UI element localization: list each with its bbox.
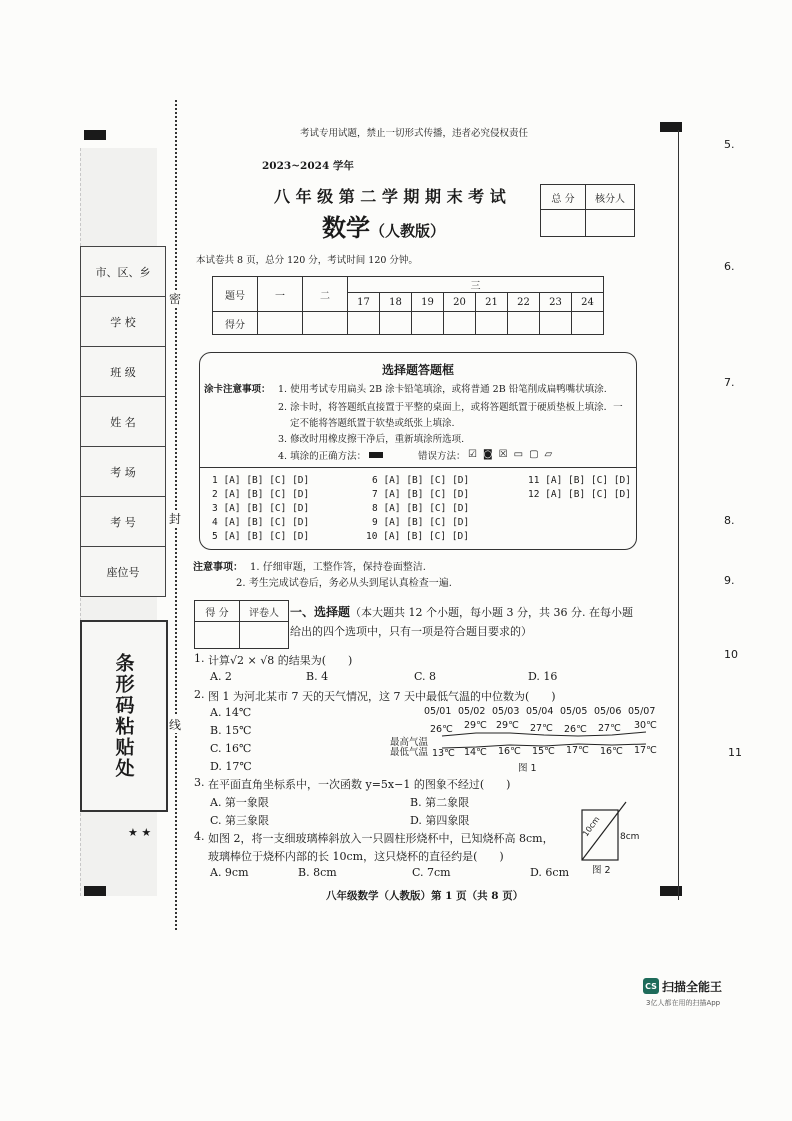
scanner-tagline: 3亿人都在用的扫描App (646, 999, 721, 1007)
score-cell[interactable] (348, 312, 380, 335)
weather-high-label: 最高气温 (390, 737, 429, 748)
sub-22: 22 (508, 293, 540, 312)
bubble-2[interactable]: 2 [A] [B] [C] [D] (212, 489, 310, 500)
wx-high: 26℃ (430, 724, 453, 735)
q2-option-a[interactable]: A. 14℃ (210, 706, 252, 719)
q3-option-a[interactable]: A. 第一象限 (210, 796, 269, 809)
score-cell[interactable] (476, 312, 508, 335)
margin-number: 6. (724, 260, 735, 273)
wx-date: 05/03 (492, 706, 520, 717)
note-2b: 定不能将答题纸置于软垫或纸张上填涂. (290, 418, 455, 429)
q4-option-d[interactable]: D. 6cm (530, 866, 570, 879)
q3-option-b[interactable]: B. 第二象限 (410, 796, 470, 809)
answer-box-divider (200, 467, 636, 468)
weather-low-label: 最低气温 (390, 747, 429, 758)
q3-text: 在平面直角坐标系中，一次函数 y=5x−1 的图象不经过( ) (208, 778, 511, 791)
grader-score-label: 得 分 (195, 601, 240, 622)
field-region[interactable]: 市、区、乡 (81, 247, 166, 297)
barcode-area (80, 620, 168, 812)
subject-title (322, 208, 445, 243)
q3-option-d[interactable]: D. 第四象限 (410, 814, 470, 827)
bubble-5[interactable]: 5 [A] [B] [C] [D] (212, 531, 310, 542)
figure2-height-label: 8cm (620, 832, 640, 842)
sub-19: 19 (412, 293, 444, 312)
school-year: 2023~2024 学年 (262, 160, 354, 172)
q4-text-2: 玻璃棒位于烧杯内部的长 10cm，这只烧杯的直径约是( ) (208, 850, 504, 863)
margin-number: 7. (724, 376, 735, 389)
total-cell[interactable] (541, 210, 586, 237)
score-cell[interactable] (303, 312, 348, 335)
bubble-6[interactable]: 6 [A] [B] [C] [D] (372, 475, 470, 486)
note-2: 2. 涂卡时，将答题纸直接置于平整的桌面上，或将答题纸置于硬质垫板上填涂．一 (278, 402, 623, 413)
barcode-label: 条形码粘贴处 (112, 653, 135, 779)
grader-name-cell[interactable] (240, 622, 289, 649)
section1-heading: 一、选择题 (290, 605, 351, 619)
figure2-caption: 图 2 (592, 865, 611, 876)
bubble-1[interactable]: 1 [A] [B] [C] [D] (212, 475, 310, 486)
wx-low: 17℃ (634, 745, 657, 756)
wx-low: 17℃ (566, 745, 589, 756)
edition: （人教版） (370, 222, 446, 240)
wx-low: 13℃ (432, 748, 455, 759)
score-cell[interactable] (508, 312, 540, 335)
sub-23: 23 (540, 293, 572, 312)
score-cell[interactable] (540, 312, 572, 335)
section-3-header: 三 (348, 277, 604, 293)
section1-desc1: （本大题共 12 个小题，每小题 3 分，共 36 分. 在每小题 (350, 606, 633, 619)
q2-text: 图 1 为河北某市 7 天的天气情况，这 7 天中最低气温的中位数为( ) (208, 690, 556, 703)
sub-17: 17 (348, 293, 380, 312)
bubble-11[interactable]: 11 [A] [B] [C] [D] (528, 475, 631, 486)
note-1: 1. 使用考试专用扁头 2B 涂卡铅笔填涂，或将普通 2B 铅笔削成扁鸭嘴状填涂. (278, 384, 607, 395)
note-4: 4. 填涂的正确方法： (278, 451, 367, 462)
right-page-edge (678, 130, 679, 900)
bubble-7[interactable]: 7 [A] [B] [C] [D] (372, 489, 470, 500)
section-1-header: 一 (258, 277, 303, 312)
stars: ★ ★ (128, 826, 152, 839)
checker-cell[interactable] (586, 210, 635, 237)
score-cell[interactable] (380, 312, 412, 335)
scanner-name: 扫描全能王 (662, 980, 723, 994)
attention-2: 2. 考生完成试卷后，务必从头到尾认真检查一遍. (236, 578, 452, 589)
wx-low: 16℃ (498, 746, 521, 757)
q2-number: 2. (194, 688, 205, 701)
seal-char-mi: 密 (169, 292, 182, 306)
seal-char-xian: 线 (169, 718, 182, 732)
sub-20: 20 (444, 293, 476, 312)
q1-option-c[interactable]: C. 8 (414, 670, 437, 683)
attention-label: 注意事项： (193, 562, 243, 573)
q3-number: 3. (194, 776, 205, 789)
margin-number: 5. (724, 138, 735, 151)
grader-table (194, 600, 289, 649)
exam-info: 本试卷共 8 页，总分 120 分，考试时间 120 分钟。 (196, 255, 418, 266)
wx-high: 30℃ (634, 720, 657, 731)
margin-number: 8. (724, 514, 735, 527)
checker-label: 核分人 (586, 185, 635, 210)
grader-score-cell[interactable] (195, 622, 240, 649)
field-room[interactable]: 考 场 (81, 447, 166, 497)
score-cell[interactable] (412, 312, 444, 335)
score-cell[interactable] (258, 312, 303, 335)
grader-label: 评卷人 (240, 601, 289, 622)
q1-option-a[interactable]: A. 2 (210, 670, 232, 683)
wx-high: 29℃ (464, 720, 487, 731)
q1-number: 1. (194, 652, 205, 665)
q1-text: 计算√2 × √8 的结果为( ) (208, 654, 353, 667)
answer-box-title: 选择题答题框 (381, 363, 454, 377)
margin-number: 10 (724, 648, 738, 661)
wx-date: 05/07 (628, 706, 656, 717)
wx-low: 14℃ (464, 747, 487, 758)
sub-24: 24 (572, 293, 604, 312)
correct-fill-icon (369, 452, 383, 458)
total-score-table (540, 184, 635, 237)
q2-option-b[interactable]: B. 15℃ (210, 724, 252, 737)
wx-date: 05/01 (424, 706, 452, 717)
q4-option-b[interactable]: B. 8cm (298, 866, 337, 879)
section1-desc2: 给出的四个选项中，只有一项是符合题目要求的） (290, 625, 532, 638)
notice-line: 考试专用试题，禁止一切形式传播，违者必究侵权责任 (300, 128, 529, 139)
field-school[interactable]: 学 校 (81, 297, 166, 347)
wx-low: 15℃ (532, 746, 555, 757)
margin-number: 11 (728, 746, 742, 759)
section1-title (290, 603, 633, 620)
registration-mark (84, 886, 106, 896)
q1-option-d[interactable]: D. 16 (528, 670, 558, 683)
field-name[interactable]: 姓 名 (81, 397, 166, 447)
q2-option-d[interactable]: D. 17℃ (210, 760, 252, 773)
scanner-logo: CS (643, 978, 659, 994)
score-table (212, 276, 604, 335)
seal-char-feng: 封 (169, 512, 182, 526)
q4-text: 如图 2，将一支细玻璃棒斜放入一只圆柱形烧杯中，已知烧杯高 8cm， (208, 832, 554, 845)
q3-option-c[interactable]: C. 第三象限 (210, 814, 270, 827)
wx-high: 27℃ (530, 723, 553, 734)
wx-low: 16℃ (600, 746, 623, 757)
student-info-table (80, 246, 166, 597)
margin-number: 9. (724, 574, 735, 587)
figure2-diag-label: 10cm (580, 814, 602, 839)
field-seat[interactable]: 座位号 (81, 547, 166, 597)
score-cell[interactable] (572, 312, 604, 335)
bubble-9[interactable]: 9 [A] [B] [C] [D] (372, 517, 470, 528)
sub-18: 18 (380, 293, 412, 312)
note-wrong: 错误方法： (418, 451, 466, 462)
subject: 数学 (322, 213, 370, 242)
q2-option-c[interactable]: C. 16℃ (210, 742, 252, 755)
wx-date: 05/02 (458, 706, 486, 717)
wx-high: 29℃ (496, 720, 519, 731)
high-temp-line (442, 732, 646, 736)
field-class[interactable]: 班 级 (81, 347, 166, 397)
row-label-number: 题号 (213, 277, 258, 312)
q1-option-b[interactable]: B. 4 (306, 670, 329, 683)
bubble-4[interactable]: 4 [A] [B] [C] [D] (212, 517, 310, 528)
registration-mark (84, 130, 106, 140)
wx-date: 05/06 (594, 706, 622, 717)
row-label-score: 得分 (213, 312, 258, 335)
wx-high: 26℃ (564, 724, 587, 735)
total-label: 总 分 (541, 185, 586, 210)
exam-title: 八 年 级 第 二 学 期 期 末 考 试 (274, 187, 506, 206)
field-exam-number[interactable]: 考 号 (81, 497, 166, 547)
bubble-8[interactable]: 8 [A] [B] [C] [D] (372, 503, 470, 514)
wx-high: 27℃ (598, 723, 621, 734)
wx-date: 05/05 (560, 706, 588, 717)
bubble-3[interactable]: 3 [A] [B] [C] [D] (212, 503, 310, 514)
notes-label: 涂卡注意事项： (204, 384, 271, 395)
section-2-header: 二 (303, 277, 348, 312)
q4-number: 4. (194, 830, 205, 843)
note-3: 3. 修改时用橡皮擦干净后，重新填涂所选项. (278, 434, 465, 445)
wrong-fill-icons: ☑◙☒▭▢▱ (468, 449, 559, 460)
bubble-12[interactable]: 12 [A] [B] [C] [D] (528, 489, 631, 500)
answer-box (199, 352, 637, 550)
sub-21: 21 (476, 293, 508, 312)
attention-1: 1. 仔细审题，工整作答，保持卷面整洁. (250, 562, 426, 573)
page-footer: 八年级数学（人教版）第 1 页（共 8 页） (326, 890, 524, 902)
score-cell[interactable] (444, 312, 476, 335)
bubble-10[interactable]: 10 [A] [B] [C] [D] (366, 531, 469, 542)
q4-option-a[interactable]: A. 9cm (210, 866, 249, 879)
q4-option-c[interactable]: C. 7cm (412, 866, 451, 879)
figure1-caption: 图 1 (518, 763, 537, 774)
wx-date: 05/04 (526, 706, 554, 717)
